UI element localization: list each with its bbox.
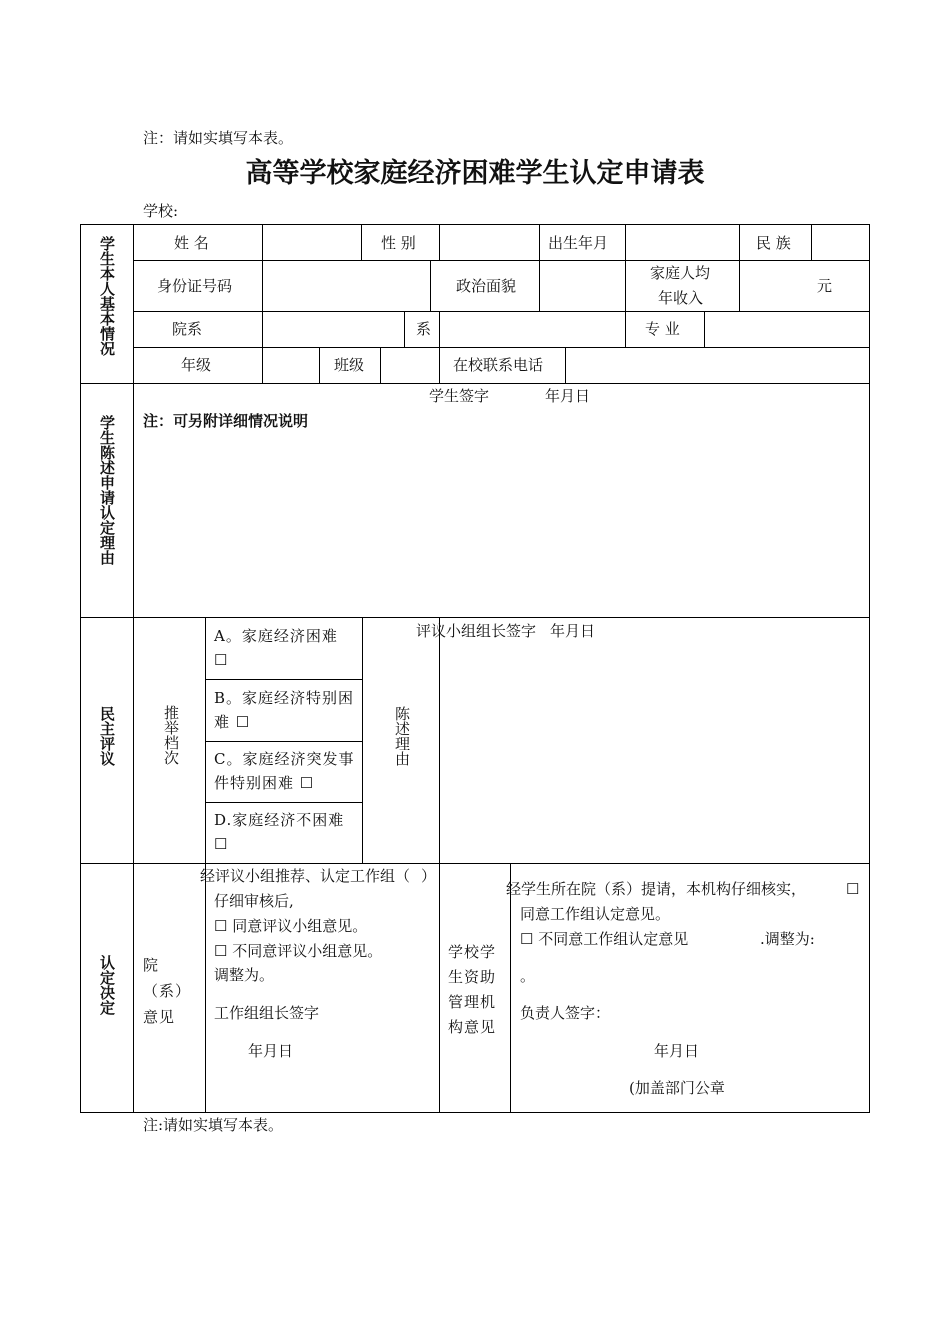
label-class: 班级 <box>334 356 365 374</box>
option-b: B。家庭经济特别困难 ☐ <box>214 689 355 731</box>
section-democratic: 民主评议 <box>98 706 116 766</box>
group-sign-date: 年月日 <box>550 622 596 640</box>
label-grade: 年级 <box>181 356 212 374</box>
label-income-1: 家庭人均 <box>650 264 711 282</box>
footer-note: 注:请如实填写本表。 <box>143 1116 284 1134</box>
college-line-2: 仔细审核后, <box>214 892 294 910</box>
school-sign-date: 年月日 <box>654 1042 700 1060</box>
label-statement: 陈述理由 <box>393 706 411 766</box>
label-political: 政治面貌 <box>456 277 517 295</box>
college-disagree: ☐ 不同意评议小组意见。 <box>214 942 383 960</box>
section-decision: 认定决定 <box>98 955 116 1015</box>
header-note: 注：请如实填写本表。 <box>143 129 294 147</box>
school-agree: 同意工作组认定意见。 <box>520 905 671 923</box>
school-adjust: .调整为: <box>760 930 815 948</box>
label-level: 推举档次 <box>162 705 180 765</box>
college-line-1-end: ） <box>421 867 437 885</box>
student-sign-date: 年月日 <box>545 387 591 405</box>
option-a: A。家庭经济困难 ☐ <box>214 627 338 669</box>
label-birth: 出生年月 <box>548 234 609 252</box>
label-name: 姓 名 <box>174 234 209 252</box>
label-college: 院系 <box>172 320 203 338</box>
option-d: D.家庭经济不困难 ☐ <box>214 811 345 853</box>
school-responsible: 负责人签字： <box>520 1004 611 1022</box>
school-period: 。 <box>520 967 536 985</box>
label-income-2: 年收入 <box>658 289 704 307</box>
student-signature: 学生签字 <box>429 387 490 405</box>
label-yuan: 元 <box>817 277 833 295</box>
label-phone: 在校联系电话 <box>453 356 544 374</box>
label-id-number: 身份证号码 <box>157 277 233 295</box>
section-basic-info: 学生本人基本情况 <box>98 236 116 356</box>
school-label: 学校: <box>143 202 179 220</box>
college-adjust: 调整为。 <box>214 966 275 984</box>
label-ethnic: 民 族 <box>756 234 791 252</box>
page-title: 高等学校家庭经济困难学生认定申请表 <box>245 158 705 189</box>
college-line-1: 经评议小组推荐、认定工作组（ <box>200 867 411 885</box>
college-sign-date: 年月日 <box>248 1042 294 1060</box>
school-line-1-box: ☐ <box>846 880 860 898</box>
college-agree: ☐ 同意评议小组意见。 <box>214 917 368 935</box>
section-reason: 学生陈述申请认定理由 <box>98 415 116 565</box>
label-major: 专 业 <box>645 320 680 338</box>
label-dept: 系 <box>416 320 432 338</box>
group-signature: 评议小组组长签字 <box>416 622 537 640</box>
school-line-1: 经学生所在院（系）提请，本机构仔细核实， <box>506 880 807 898</box>
college-opinion-label: 院（系）意见 <box>143 956 184 1026</box>
label-gender: 性 别 <box>381 234 416 252</box>
reason-note: 注：可另附详细情况说明 <box>143 412 309 430</box>
school-stamp: (加盖部门公章 <box>629 1079 725 1097</box>
college-sign: 工作组组长签字 <box>214 1004 320 1022</box>
school-office-label: 学校学生资助管理机构意见 <box>448 943 497 1036</box>
option-c: C。家庭经济突发事件特别困难 ☐ <box>214 750 355 792</box>
school-disagree: ☐ 不同意工作组认定意见 <box>520 930 689 948</box>
